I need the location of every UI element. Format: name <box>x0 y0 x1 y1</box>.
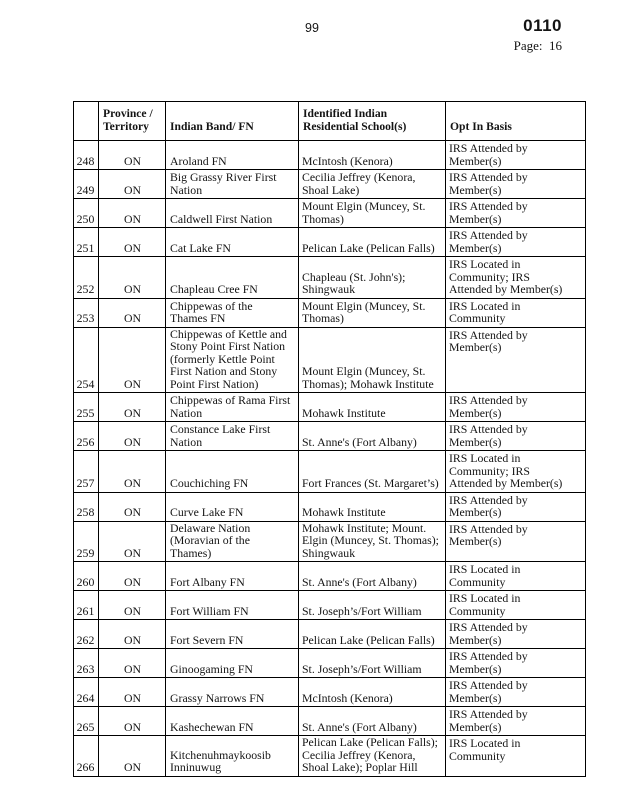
cell-province: ON <box>99 257 166 299</box>
cell-opt: IRS Located in Community <box>446 591 586 620</box>
cell-band: Chapleau Cree FN <box>166 257 299 299</box>
table-row <box>74 492 586 521</box>
cell-band: Cat Lake FN <box>166 228 299 257</box>
cell-province: ON <box>99 170 166 199</box>
cell-opt: IRS Attended by Member(s) <box>446 228 586 257</box>
cell-num: 265 <box>74 707 99 736</box>
table-row <box>74 170 586 199</box>
cell-province: ON <box>99 591 166 620</box>
cell-opt: IRS Attended by Member(s) <box>446 141 586 170</box>
table-row <box>74 393 586 422</box>
cell-opt: IRS Located in Community; IRS Attended by Member(s) <box>446 451 586 493</box>
table-row <box>74 422 586 451</box>
cell-province: ON <box>99 199 166 228</box>
cell-opt: IRS Attended by Member(s) <box>446 678 586 707</box>
cell-school: Cecilia Jeffrey (Kenora, Shoal Lake) <box>299 170 446 199</box>
cell-province: ON <box>99 678 166 707</box>
header-row-number <box>74 102 99 141</box>
cell-province: ON <box>99 649 166 678</box>
cell-num: 255 <box>74 393 99 422</box>
cell-province: ON <box>99 707 166 736</box>
cell-opt: IRS Attended by Member(s) <box>446 521 586 562</box>
cell-band: Fort Severn FN <box>166 620 299 649</box>
cell-province: ON <box>99 521 166 562</box>
cell-band: Ginoogaming FN <box>166 649 299 678</box>
cell-num: 264 <box>74 678 99 707</box>
cell-num: 266 <box>74 736 99 777</box>
cell-province: ON <box>99 422 166 451</box>
table-row <box>74 649 586 678</box>
cell-num: 260 <box>74 562 99 591</box>
cell-opt: IRS Attended by Member(s) <box>446 707 586 736</box>
cell-band: Kitchenuhmaykoosib Inninuwug <box>166 736 299 777</box>
cell-school: Mount Elgin (Muncey, St. Thomas) <box>299 298 446 327</box>
cell-band: Chippewas of Kettle and Stony Point First Nation (formerly Kettle Point First Nation and Stony Point First Nation) <box>166 327 299 393</box>
bates-stamp: 0110 <box>523 16 562 35</box>
cell-num: 254 <box>74 327 99 393</box>
cell-school: McIntosh (Kenora) <box>299 678 446 707</box>
cell-opt: IRS Located in Community; IRS Attended by Member(s) <box>446 257 586 299</box>
cell-school: St. Joseph’s/Fort William <box>299 649 446 678</box>
cell-school: Chapleau (St. John's); Shingwauk <box>299 257 446 299</box>
cell-school: Pelican Lake (Pelican Falls) <box>299 228 446 257</box>
cell-num: 252 <box>74 257 99 299</box>
cell-province: ON <box>99 228 166 257</box>
cell-opt: IRS Attended by Member(s) <box>446 170 586 199</box>
cell-band: Fort William FN <box>166 591 299 620</box>
cell-school: McIntosh (Kenora) <box>299 141 446 170</box>
cell-band: Chippewas of Rama First Nation <box>166 393 299 422</box>
cell-province: ON <box>99 562 166 591</box>
cell-band: Grassy Narrows FN <box>166 678 299 707</box>
cell-num: 251 <box>74 228 99 257</box>
table-header <box>74 102 586 141</box>
cell-opt: IRS Attended by Member(s) <box>446 492 586 521</box>
stamp-block <box>514 17 562 54</box>
cell-province: ON <box>99 327 166 393</box>
table-row <box>74 736 586 777</box>
cell-num: 249 <box>74 170 99 199</box>
cell-num: 261 <box>74 591 99 620</box>
table-row <box>74 228 586 257</box>
cell-opt: IRS Located in Community <box>446 298 586 327</box>
table-row <box>74 521 586 562</box>
cell-school: St. Anne's (Fort Albany) <box>299 562 446 591</box>
cell-province: ON <box>99 141 166 170</box>
cell-school: St. Anne's (Fort Albany) <box>299 422 446 451</box>
cell-band: Caldwell First Nation <box>166 199 299 228</box>
cell-opt: IRS Attended by Member(s) <box>446 649 586 678</box>
header-identified-schools: Identified Indian Residential School(s) <box>299 102 446 141</box>
cell-num: 258 <box>74 492 99 521</box>
cell-school: Mount Elgin (Muncey, St. Thomas); Mohawk Institute <box>299 327 446 393</box>
cell-opt: IRS Located in Community <box>446 562 586 591</box>
cell-school: Mount Elgin (Muncey, St. Thomas) <box>299 199 446 228</box>
page-label: Page: 16 <box>513 37 562 53</box>
cell-opt: IRS Located in Community <box>446 736 586 777</box>
cell-province: ON <box>99 620 166 649</box>
cell-province: ON <box>99 298 166 327</box>
cell-num: 262 <box>74 620 99 649</box>
cell-school: Mohawk Institute <box>299 492 446 521</box>
cell-band: Aroland FN <box>166 141 299 170</box>
table-row <box>74 327 586 393</box>
cell-school: Mohawk Institute <box>299 393 446 422</box>
cell-opt: IRS Attended by Member(s) <box>446 199 586 228</box>
cell-school: Mohawk Institute; Mount. Elgin (Muncey, St. Thomas); Shingwauk <box>299 521 446 562</box>
cell-num: 257 <box>74 451 99 493</box>
table-row <box>74 678 586 707</box>
table-row <box>74 298 586 327</box>
cell-band: Chippewas of the Thames FN <box>166 298 299 327</box>
cell-school: St. Joseph’s/Fort William <box>299 591 446 620</box>
table-row <box>74 591 586 620</box>
table-row <box>74 257 586 299</box>
header-opt-in-basis: Opt In Basis <box>446 102 586 141</box>
cell-band: Big Grassy River First Nation <box>166 170 299 199</box>
table-row <box>74 199 586 228</box>
cell-school: Pelican Lake (Pelican Falls); Cecilia Jeffrey (Kenora, Shoal Lake); Poplar Hill <box>299 736 446 777</box>
cell-school: St. Anne's (Fort Albany) <box>299 707 446 736</box>
cell-num: 253 <box>74 298 99 327</box>
cell-province: ON <box>99 393 166 422</box>
cell-num: 250 <box>74 199 99 228</box>
cell-band: Delaware Nation (Moravian of the Thames) <box>166 521 299 562</box>
table-row <box>74 562 586 591</box>
table-row <box>74 707 586 736</box>
table-row <box>74 620 586 649</box>
cell-opt: IRS Attended by Member(s) <box>446 620 586 649</box>
cell-num: 259 <box>74 521 99 562</box>
cell-school: Fort Frances (St. Margaret’s) <box>299 451 446 493</box>
cell-band: Kashechewan FN <box>166 707 299 736</box>
cell-opt: IRS Attended by Member(s) <box>446 393 586 422</box>
header-row <box>74 102 586 141</box>
cell-band: Couchiching FN <box>166 451 299 493</box>
table-row <box>74 451 586 493</box>
cell-opt: IRS Attended by Member(s) <box>446 327 586 393</box>
cell-band: Fort Albany FN <box>166 562 299 591</box>
table-body <box>74 141 586 777</box>
cell-province: ON <box>99 736 166 777</box>
table-row <box>74 141 586 170</box>
cell-band: Constance Lake First Nation <box>166 422 299 451</box>
header-province-territory: Province / Territory <box>99 102 166 141</box>
cell-opt: IRS Attended by Member(s) <box>446 422 586 451</box>
cell-num: 256 <box>74 422 99 451</box>
cell-num: 248 <box>74 141 99 170</box>
header-indian-band: Indian Band/ FN <box>166 102 299 141</box>
residential-schools-table <box>73 101 586 777</box>
cell-province: ON <box>99 492 166 521</box>
cell-school: Pelican Lake (Pelican Falls) <box>299 620 446 649</box>
cell-province: ON <box>99 451 166 493</box>
cell-num: 263 <box>74 649 99 678</box>
page-number-top: 99 <box>305 21 319 35</box>
cell-band: Curve Lake FN <box>166 492 299 521</box>
